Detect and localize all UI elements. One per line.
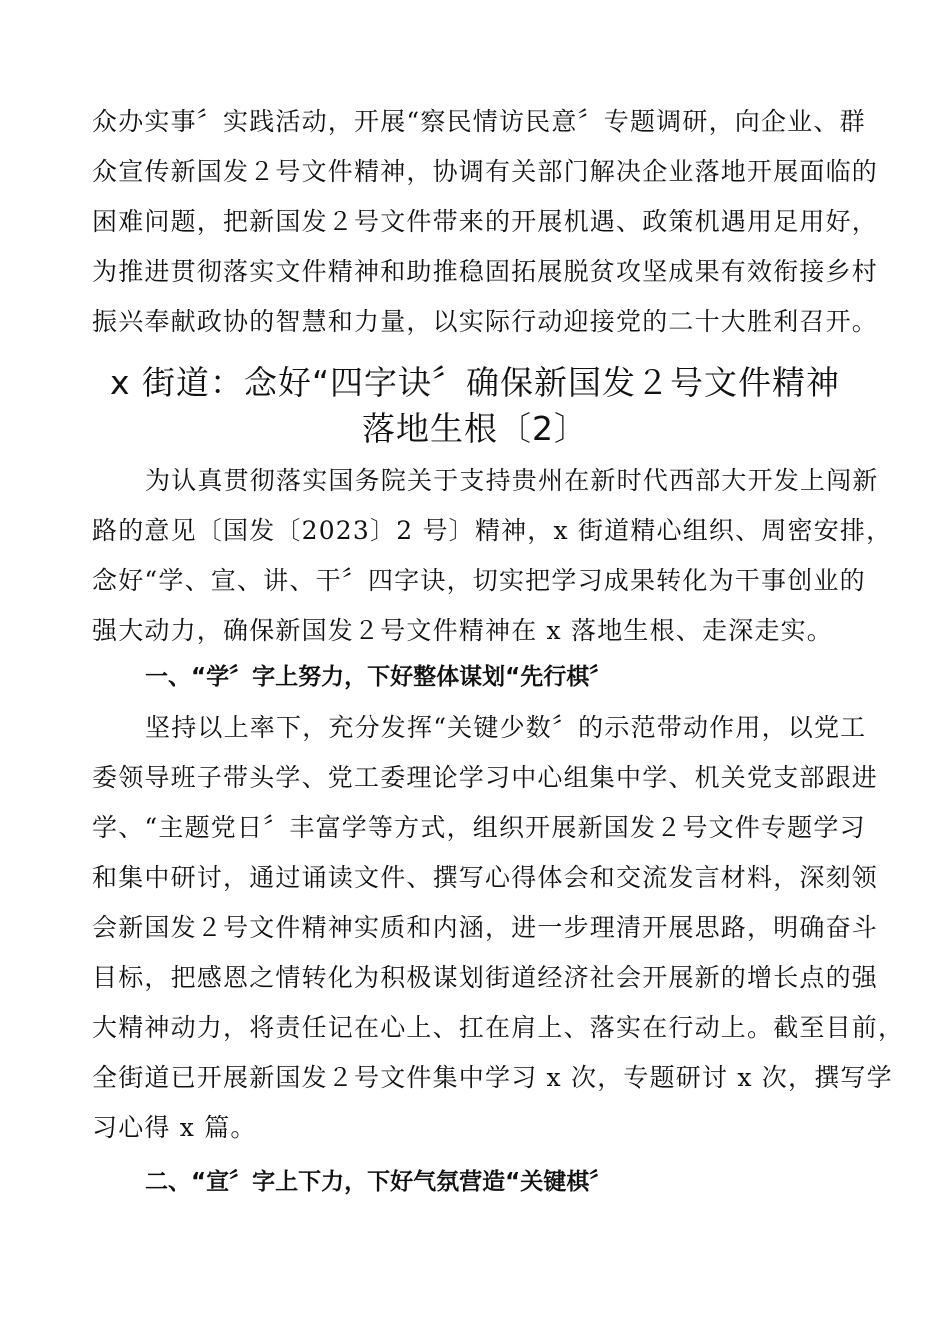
section-1-line: 会新国发２号文件精神实质和内涵，进一步理清开展思路，明确奋斗 bbox=[92, 913, 879, 942]
section-1-line: 学、“主题党日〞丰富学等方式，组织开展新国发２号文件专题学习 bbox=[92, 813, 866, 842]
section-1-line: 委领导班子带头学、党工委理论学习中心组集中学、机关党支部跟进 bbox=[92, 763, 879, 792]
section-1-heading: 一、“学〞字上努力，下好整体谋划“先行棋〞 bbox=[145, 664, 613, 690]
section-1-line: 和集中研讨，通过诵读文件、撰写心得体会和交流发言材料，深刻领 bbox=[92, 863, 879, 892]
article-title-line-2: 落地生根〔2〕 bbox=[362, 409, 588, 448]
section-1-line: 全街道已开展新国发２号文件集中学习 x 次，专题研讨 x 次，撰写学 bbox=[92, 1063, 893, 1092]
body-line: 众宣传新国发２号文件精神，协调有关部门解决企业落地开展面临的 bbox=[92, 157, 879, 186]
intro-line: 为认真贯彻落实国务院关于支持贵州在新时代西部大开发上闯新 bbox=[145, 466, 879, 495]
body-line: 为推进贯彻落实文件精神和助推稳固拓展脱贫攻坚成果有效衔接乡村 bbox=[92, 257, 879, 286]
section-1-line: 习心得 x 篇。 bbox=[92, 1113, 257, 1142]
intro-line: 路的意见〔国发〔2023〕2 号〕精神，x 街道精心组织、周密安排， bbox=[92, 516, 893, 545]
section-1-line: 坚持以上率下，充分发挥“关键少数〞的示范带动作用，以党工 bbox=[145, 713, 867, 742]
intro-line: 念好“学、宣、讲、干〞四字诀，切实把学习成果转化为干事创业的 bbox=[92, 566, 866, 595]
body-line: 众办实事〞实践活动，开展“察民情访民意〞专题调研，向企业、群 bbox=[92, 107, 866, 136]
section-1-line: 目标，把感恩之情转化为积极谋划街道经济社会开展新的增长点的强 bbox=[92, 963, 879, 992]
body-line: 困难问题，把新国发２号文件带来的开展机遇、政策机遇用足用好， bbox=[92, 207, 879, 236]
section-1-line: 大精神动力，将责任记在心上、扛在肩上、落实在行动上。截至目前， bbox=[92, 1013, 905, 1042]
body-line: 振兴奉献政协的智慧和力量，以实际行动迎接党的二十大胜利召开。 bbox=[92, 307, 879, 336]
section-2-heading: 二、“宣〞字上下力，下好气氛营造“关键棋〞 bbox=[145, 1169, 613, 1195]
intro-line: 强大动力，确保新国发２号文件精神在 x 落地生根、走深走实。 bbox=[92, 616, 833, 645]
article-title-line-1: x 街道：念好“四字诀〞确保新国发２号文件精神 bbox=[109, 363, 841, 402]
